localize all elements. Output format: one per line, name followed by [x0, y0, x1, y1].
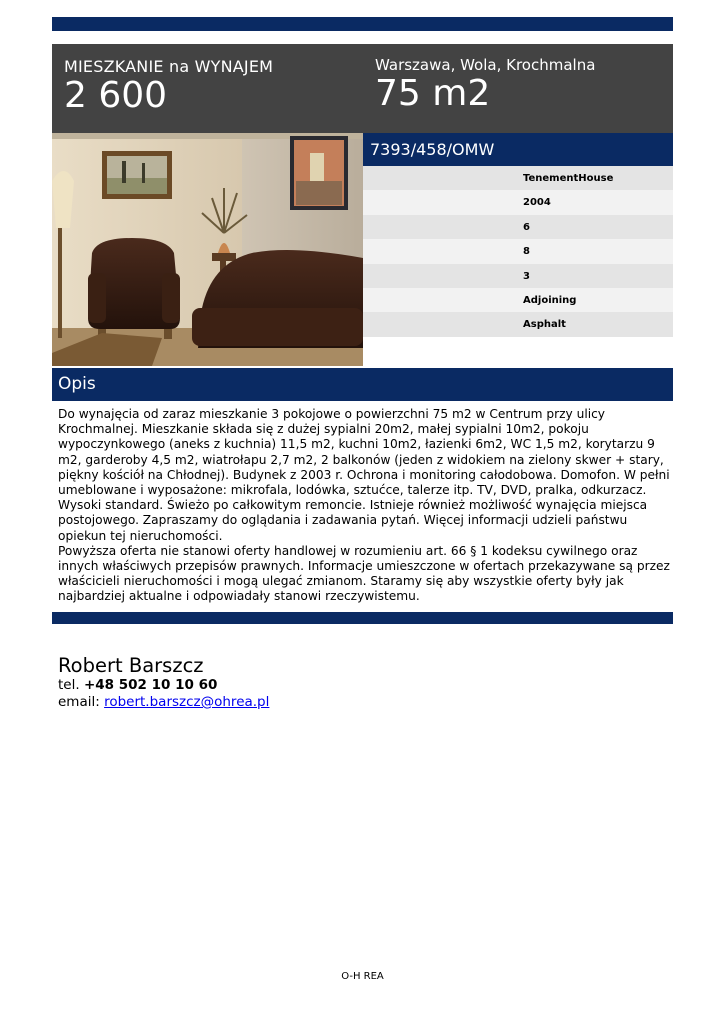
- description-title: Opis: [58, 374, 96, 394]
- property-photo: [52, 133, 363, 366]
- agent-email-line: [58, 694, 269, 710]
- attribute-value: 6: [523, 221, 530, 233]
- agent-name: Robert Barszcz: [58, 654, 204, 677]
- living-room-illustration: [52, 133, 363, 366]
- email-link[interactable]: robert.barszcz@ohrea.pl: [104, 694, 270, 710]
- reference-bar: [363, 133, 673, 166]
- attribute-value: Asphalt: [523, 319, 566, 331]
- attribute-row: [363, 264, 673, 288]
- attribute-row: [363, 166, 673, 190]
- description-body: [58, 407, 670, 605]
- description-paragraph: Do wynajęcia od zaraz mieszkanie 3 pokojowe o powierzchni 75 m2 w Centrum przy ulicy Krochmalnej. Mieszkanie składa się z dużej sypialni 20m2, małej sypialni 10m2, pokoju wypoczynkowego (aneks z kuchnia) 11,5 m2, kuchni 10m2, łazienki 6m2, WC 1,5 m2, korytarzu 9 m2, garderoby 4,5 m2, wiatrołapu 2,7 m2, 2 balkonów (jeden z widokiem na zielony skwer + stary, piękny kościół na Chłodnej). Budynek z 2003 r. Ochrona i monitoring całodobowa. Domofon. W pełni umeblowane i wyposażone: mikrofala, lodówka, sztućce, talerze itp. TV, DVD, pralka, odkurzacz. Wysoki standard. Świeżo po całkowitym remoncie. Istnieje również możliwość wynajęcia miejsca postojowego. Zapraszamy do oglądania i zadawania pytań. Więcej informacji udzieli państwu opiekun tej nieruchomości.: [58, 407, 670, 543]
- phone-label: tel.: [58, 677, 80, 693]
- description-header: [52, 368, 673, 401]
- offer-type: MIESZKANIE na WYNAJEM: [64, 57, 274, 76]
- attribute-row: [363, 215, 673, 239]
- attribute-value: 8: [523, 246, 530, 258]
- email-label: email:: [58, 694, 100, 710]
- agent-phone-line: [58, 677, 217, 693]
- phone-number: +48 502 10 10 60: [83, 677, 218, 693]
- reference-number: 7393/458/OMW: [370, 140, 495, 159]
- attribute-value: 2004: [523, 197, 551, 209]
- attributes-list: [363, 166, 673, 337]
- attribute-row: [363, 312, 673, 336]
- top-bar: [52, 17, 673, 31]
- bottom-bar: [52, 612, 673, 624]
- attribute-value: TenementHouse: [523, 173, 614, 184]
- footer-text: O-H REA: [341, 971, 384, 982]
- area: 75 m2: [375, 73, 491, 114]
- attribute-value: Adjoining: [523, 294, 577, 306]
- listing-header: [52, 44, 673, 133]
- attribute-value: 3: [523, 270, 530, 282]
- disclaimer-paragraph: Powyższa oferta nie stanowi oferty handlowej w rozumieniu art. 66 § 1 kodeksu cywilnego oraz innych właściwych przepisów prawnych. Informacje umieszczone w ofertach przekazywane są przez właścicieli nieruchomości i mogą ulegać zmianom. Staramy się aby wszystkie oferty były jak najbardziej aktualne i odpowiadały stanowi rzeczywistemu.: [58, 543, 670, 604]
- attribute-row: [363, 288, 673, 312]
- location: Warszawa, Wola, Krochmalna: [375, 56, 596, 74]
- price: 2 600: [64, 75, 168, 116]
- attribute-row: [363, 239, 673, 263]
- attribute-row: [363, 190, 673, 214]
